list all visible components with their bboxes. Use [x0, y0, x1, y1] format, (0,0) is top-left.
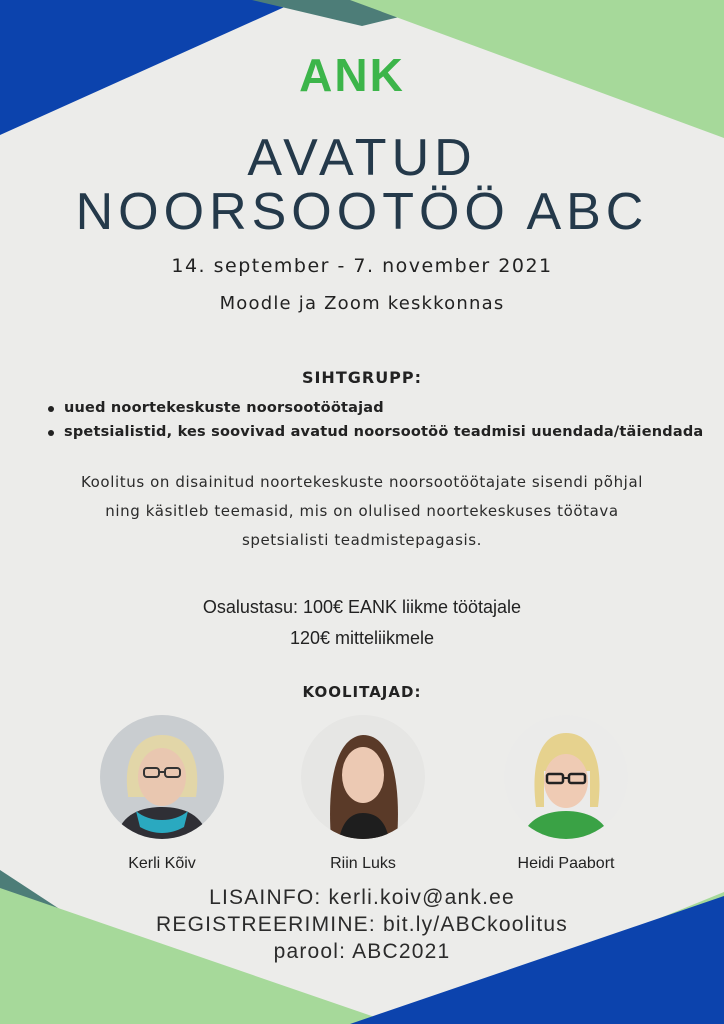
trainer-name: Riin Luks — [330, 855, 396, 872]
registration-password: parool: ABC2021 — [273, 940, 451, 963]
course-location: Moodle ja Zoom keskkonnas — [219, 293, 505, 314]
participation-fee — [0, 592, 724, 654]
page-title-line-1: AVATUD — [247, 129, 477, 187]
bg-blue-top-left — [0, 0, 300, 135]
fee-line-members: Osalustasu: 100€ EANK liikme töötajale — [202, 597, 522, 617]
portrait-photo — [301, 715, 425, 839]
description-line: spetsialisti teadmistepagasis. — [241, 531, 483, 549]
contact-footer — [0, 884, 724, 965]
registration-link: REGISTREERIMINE: bit.ly/ABCkoolitus — [156, 913, 568, 936]
info-contact: LISAINFO: kerli.koiv@ank.ee — [209, 886, 515, 909]
description-line: ning käsitleb teemasid, mis on olulised noortekeskuses töötava — [105, 502, 619, 520]
description-line: Koolitus on disainitud noortekeskuste noorsootöötajate sisendi põhjal — [80, 473, 644, 491]
fee-line-nonmembers: 120€ mitteliikmele — [289, 628, 435, 648]
trainer-name: Heidi Paabort — [517, 855, 615, 872]
logo-text: ANK — [299, 49, 405, 101]
trainer-card — [496, 715, 636, 873]
ank-logo — [290, 40, 414, 110]
target-group-list — [46, 396, 724, 444]
list-item: spetsialistid, kes soovivad avatud noorsootöö teadmisi uuendada/täiendada — [46, 420, 724, 444]
trainer-card — [92, 715, 232, 873]
trainers-heading: KOOLITAJAD: — [302, 683, 422, 701]
page-title-line-2: NOORSOOTÖÖ ABC — [75, 183, 649, 241]
trainer-card — [293, 715, 433, 873]
portrait-photo — [100, 715, 224, 839]
portrait-photo — [504, 715, 628, 839]
list-item: uued noortekeskuste noorsootöötajad — [46, 396, 724, 420]
course-dates: 14. september - 7. november 2021 — [171, 255, 553, 277]
trainer-name: Kerli Kõiv — [128, 855, 196, 872]
target-group-heading: SIHTGRUPP: — [301, 368, 423, 387]
course-description — [40, 468, 684, 555]
